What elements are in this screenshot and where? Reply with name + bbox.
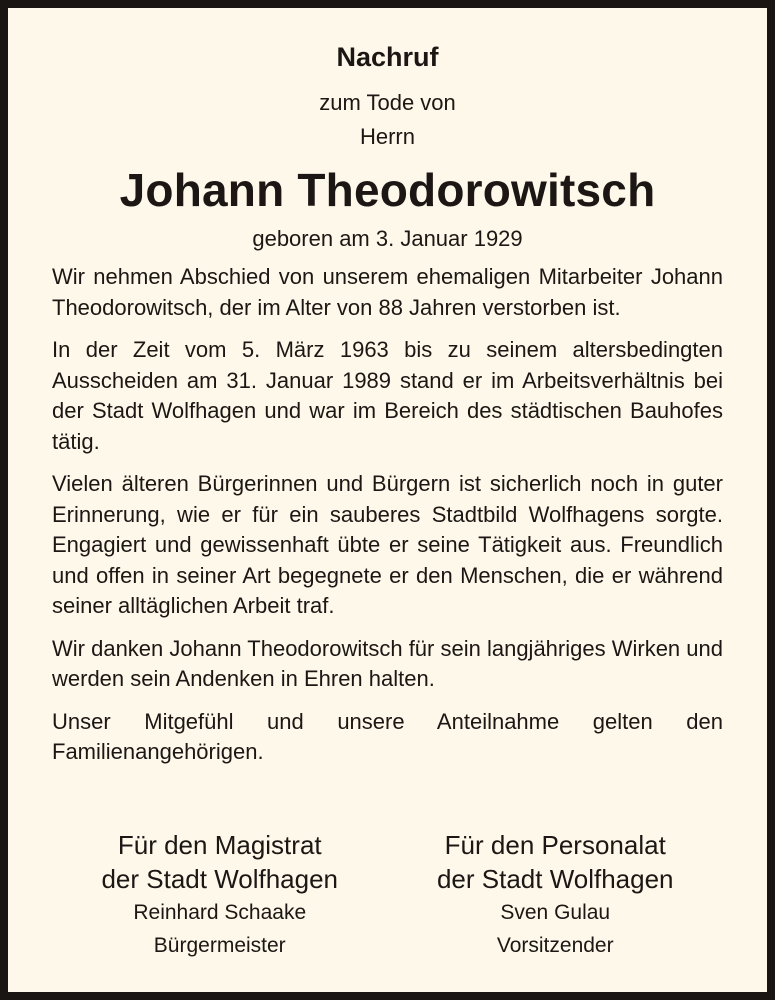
signature-person: Reinhard Schaake [133, 901, 307, 924]
deceased-name: Johann Theodorowitsch [119, 164, 656, 216]
heading: Nachruf [336, 42, 439, 72]
signature-org-line-1: Für den Magistrat [117, 830, 322, 860]
obituary-content [52, 8, 723, 992]
signature-personalat [388, 828, 724, 962]
paragraph-3: Vielen älteren Bürgerinnen und Bürgern ist sicherlich noch in guter Erinnerung, wie er für ein sauberes Stadtbild Wolfhagens sorgte. Engagiert und gewissenhaft übte er seine Tätigkeit aus. Freundlich und offen in seiner Art begegnete er den Menschen, die er während seiner alltäglichen Arbeit traf. [52, 471, 723, 618]
paragraph-2: In der Zeit vom 5. März 1963 bis zu seinem altersbedingten Ausscheiden am 31. Januar 1989 stand er im Arbeitsverhältnis bei der Stadt Wolfhagen und war im Bereich des städtischen Bauhofes tätig. [52, 337, 723, 454]
obituary-frame [8, 8, 767, 992]
signature-org-line-2: der Stadt Wolfhagen [101, 864, 339, 894]
signature-role: Vorsitzender [496, 934, 614, 957]
intro-line-2: Herrn [359, 124, 415, 149]
intro-line-1: zum Tode von [319, 90, 456, 115]
signature-magistrat [52, 828, 388, 962]
paragraph-1: Wir nehmen Abschied von unserem ehemaligen Mitarbeiter Johann Theodorowitsch, der im Alter von 88 Jahren verstorben ist. [52, 264, 723, 320]
signature-person: Sven Gulau [500, 901, 611, 924]
birth-date: geboren am 3. Januar 1929 [252, 226, 523, 251]
signature-block [52, 828, 723, 962]
signature-org-line-1: Für den Personalat [444, 830, 666, 860]
signature-role: Bürgermeister [153, 934, 286, 957]
paragraph-5: Unser Mitgefühl und unsere Anteilnahme gelten den Familienangehörigen. [52, 708, 723, 764]
signature-org-line-2: der Stadt Wolfhagen [436, 864, 674, 894]
paragraph-4: Wir danken Johann Theodorowitsch für sein langjähriges Wirken und werden sein Andenken in Ehren halten. [52, 635, 723, 691]
